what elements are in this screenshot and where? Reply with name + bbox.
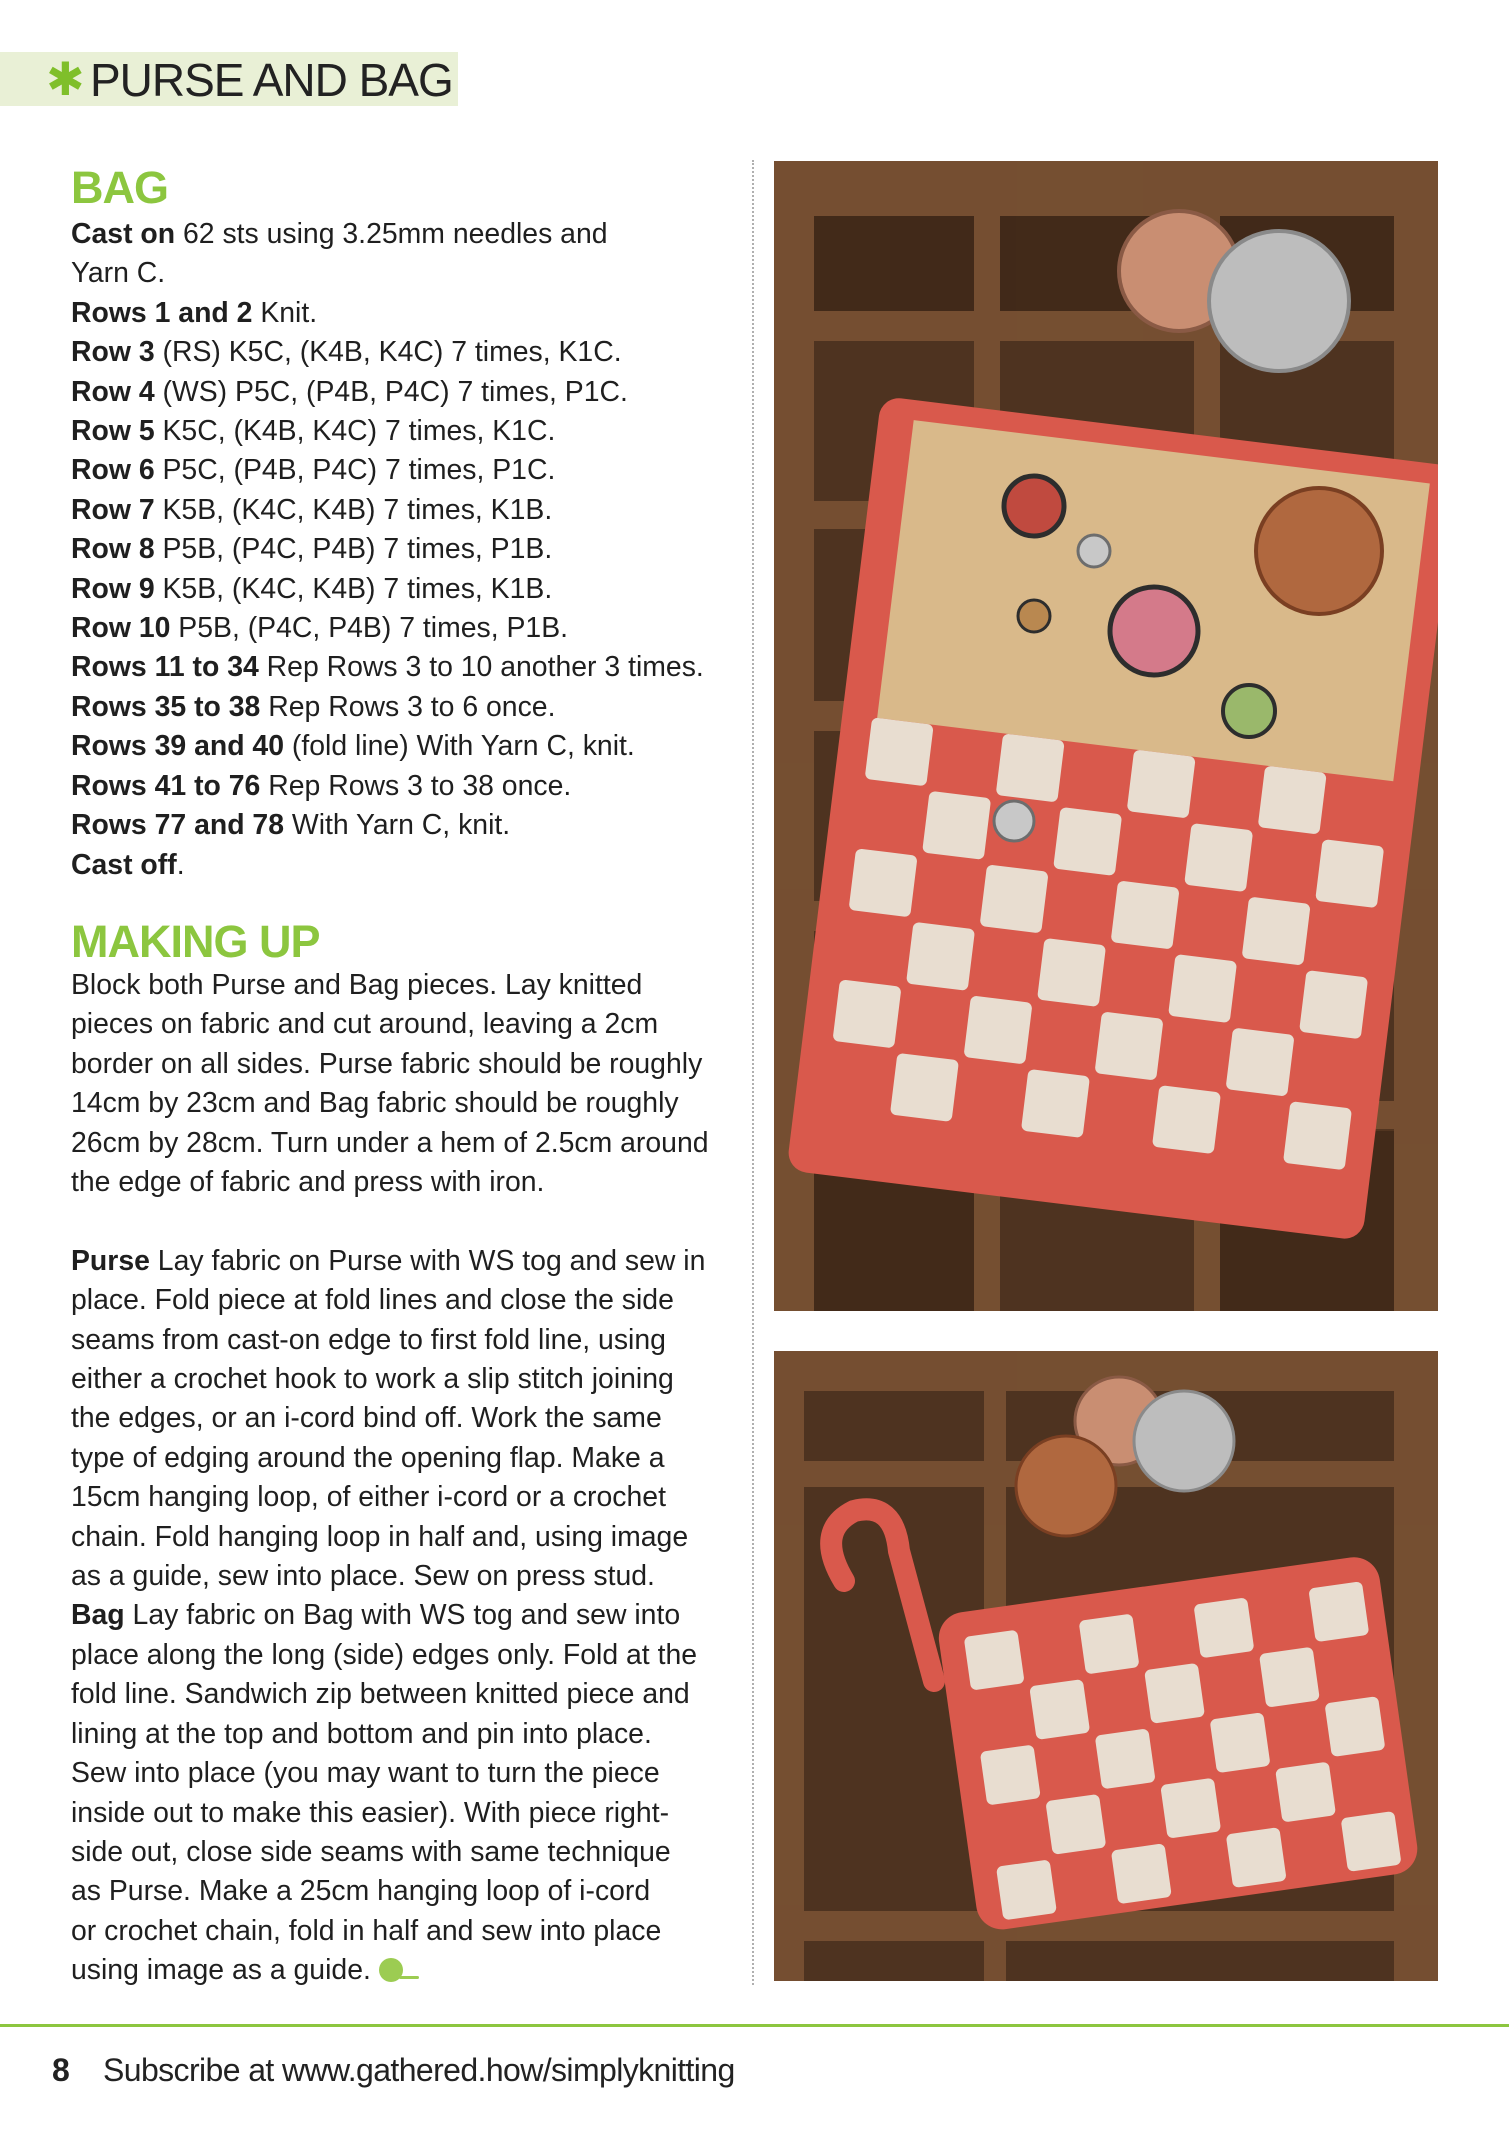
paragraph-line xyxy=(71,1912,751,1951)
paragraph-line xyxy=(71,1399,751,1438)
knit-check xyxy=(980,1744,1041,1805)
paragraph-line xyxy=(71,1360,751,1399)
instruction-line xyxy=(71,333,751,372)
footer-rule xyxy=(0,2024,1509,2027)
paragraph-text: chain. Fold hanging loop in half and, using image xyxy=(71,1520,689,1553)
instruction-text: K5C, (K4B, K4C) 7 times, K1C. xyxy=(154,415,556,448)
instruction-text: P5C, (P4B, P4C) 7 times, P1C. xyxy=(154,454,556,487)
paragraph-text: using image as a guide. xyxy=(71,1954,371,1987)
instruction-text: Yarn C. xyxy=(71,257,166,290)
instruction-text: . xyxy=(176,848,185,881)
knit-check xyxy=(1283,1101,1352,1170)
paragraph-line: pieces on fabric and cut around, leaving a 2cm xyxy=(71,1008,659,1041)
paragraph-line xyxy=(71,1794,751,1833)
instruction-label: Row 5 xyxy=(71,415,155,448)
knit-check xyxy=(1079,1613,1140,1674)
knit-check xyxy=(1029,1679,1090,1740)
column-divider xyxy=(752,160,754,1985)
instruction-text: 62 sts using 3.25mm needles and xyxy=(175,218,608,250)
knit-check xyxy=(1210,1712,1271,1773)
knit-check xyxy=(996,1859,1057,1920)
instruction-line xyxy=(71,373,751,412)
knit-check xyxy=(963,995,1032,1064)
making-up-heading: MAKING UP xyxy=(71,916,320,967)
paragraph-text: the edges, or an i-cord bind off. Work the same xyxy=(71,1402,662,1435)
instruction-text: (WS) P5C, (P4B, P4C) 7 times, P1C. xyxy=(154,375,628,408)
paragraph-line xyxy=(71,1636,751,1675)
knit-check xyxy=(1324,1696,1385,1757)
knit-check xyxy=(865,717,934,786)
paragraph-text: place along the long (side) edges only. Fold at the xyxy=(71,1638,698,1671)
instruction-label: Cast off xyxy=(71,848,177,881)
instruction-text: P5B, (P4C, P4B) 7 times, P1B. xyxy=(170,612,569,645)
paragraph-text: seams from cast-on edge to first fold line, using xyxy=(71,1323,666,1356)
knit-check xyxy=(1299,970,1368,1039)
paragraph-text: or crochet chain, fold in half and sew into place xyxy=(71,1914,662,1947)
instruction-line xyxy=(71,806,751,845)
knit-check xyxy=(1308,1581,1369,1642)
subscribe-footer: Subscribe at www.gathered.how/simplyknitting xyxy=(103,2052,735,2088)
knit-check xyxy=(1193,1597,1254,1658)
instruction-label: Row 10 xyxy=(71,612,171,645)
making-up-instructions xyxy=(71,966,751,1991)
paragraph-line: Block both Purse and Bag pieces. Lay knitted xyxy=(71,969,643,1001)
bag-instructions xyxy=(71,215,751,885)
knit-check xyxy=(832,979,901,1048)
knit-check xyxy=(1226,1827,1287,1888)
paragraph-spacer xyxy=(71,1202,751,1241)
knit-check xyxy=(1315,839,1384,908)
knit-check xyxy=(1258,766,1327,835)
paragraph-line xyxy=(71,1872,751,1911)
instruction-line xyxy=(71,767,751,806)
knit-check xyxy=(1242,897,1311,966)
paragraph-line xyxy=(71,1557,751,1596)
instruction-text: (RS) K5C, (K4B, K4C) 7 times, K1C. xyxy=(154,336,622,369)
instruction-line xyxy=(71,530,751,569)
knit-check xyxy=(1144,1663,1205,1724)
paragraph-line xyxy=(71,1321,751,1360)
instruction-label: Rows 11 to 34 xyxy=(71,651,259,684)
paragraph-text: 15cm hanging loop, of either i-cord or a crochet xyxy=(71,1481,666,1514)
instruction-label: Rows 1 and 2 xyxy=(71,296,253,329)
paragraph-text: as Purse. Make a 25cm hanging loop of i-cord xyxy=(71,1875,651,1908)
paragraph-line xyxy=(71,1596,751,1635)
instruction-line xyxy=(71,648,751,687)
paragraph-line: 26cm by 28cm. Turn under a hem of 2.5cm around xyxy=(71,1126,709,1159)
instruction-line xyxy=(71,412,751,451)
bag-photo xyxy=(774,161,1438,1311)
knit-check xyxy=(1111,880,1180,949)
knit-check xyxy=(1021,1069,1090,1138)
instruction-text: (fold line) With Yarn C, knit. xyxy=(284,730,635,763)
paragraph-line xyxy=(71,1833,751,1872)
instruction-text: Rep Rows 3 to 6 once. xyxy=(260,690,556,723)
knit-check xyxy=(1225,1028,1294,1097)
instruction-label: Rows 39 and 40 xyxy=(71,730,285,763)
instruction-label: Rows 77 and 78 xyxy=(71,809,285,842)
paragraph-text: Sew into place (you may want to turn the piece xyxy=(71,1757,660,1790)
knit-check xyxy=(1168,954,1237,1023)
knit-check xyxy=(1037,938,1106,1007)
instruction-label: Row 6 xyxy=(71,454,155,487)
knit-check xyxy=(1259,1647,1320,1708)
paragraph-text: place. Fold piece at fold lines and close the side xyxy=(71,1284,674,1317)
paragraph-text: either a crochet hook to work a slip stitch joining xyxy=(71,1363,674,1396)
instruction-line xyxy=(71,846,751,885)
instruction-text: Knit. xyxy=(252,296,318,329)
paragraph-label: Bag xyxy=(71,1599,125,1632)
knit-check xyxy=(1184,823,1253,892)
knit-check xyxy=(1152,1085,1221,1154)
knit-check xyxy=(1160,1778,1221,1839)
instruction-line xyxy=(71,451,751,490)
paragraph-label: Purse xyxy=(71,1244,150,1277)
knit-check xyxy=(1341,1811,1402,1872)
paragraph-text: Lay fabric on Purse with WS tog and sew in xyxy=(149,1244,706,1277)
instruction-text: Rep Rows 3 to 38 once. xyxy=(260,769,572,802)
instruction-label: Rows 35 to 38 xyxy=(71,690,261,723)
knit-check xyxy=(849,848,918,917)
instruction-line xyxy=(71,254,751,293)
instruction-line xyxy=(71,727,751,766)
instruction-label: Rows 41 to 76 xyxy=(71,769,261,802)
bag-heading: BAG xyxy=(71,162,168,213)
purse-photo-illustration xyxy=(774,1351,1438,1981)
paragraph-text: as a guide, sew into place. Sew on press stud. xyxy=(71,1560,655,1593)
instruction-label: Cast on xyxy=(71,218,176,250)
knit-check xyxy=(964,1630,1025,1691)
instruction-text: With Yarn C, knit. xyxy=(284,809,511,842)
knit-check xyxy=(1111,1843,1172,1904)
paragraph-line xyxy=(71,1281,751,1320)
knit-check xyxy=(1094,1011,1163,1080)
instruction-line xyxy=(71,570,751,609)
page-title: PURSE AND BAG xyxy=(90,54,453,106)
paragraph-text: inside out to make this easier). With piece right- xyxy=(71,1796,670,1829)
knit-check xyxy=(1127,749,1196,818)
paragraph-text: fold line. Sandwich zip between knitted piece and xyxy=(71,1678,690,1711)
knit-check xyxy=(906,922,975,991)
instruction-label: Row 9 xyxy=(71,572,155,605)
knit-check xyxy=(1053,807,1122,876)
asterisk-icon: ✱ xyxy=(46,53,85,105)
instruction-label: Row 8 xyxy=(71,533,155,566)
instruction-text: P5B, (P4C, P4B) 7 times, P1B. xyxy=(154,533,553,566)
instruction-line xyxy=(71,609,751,648)
instruction-line xyxy=(71,294,751,333)
yarn-ball-icon xyxy=(379,1958,403,1982)
paragraph-line: 14cm by 23cm and Bag fabric should be roughly xyxy=(71,1087,679,1120)
paragraph-text: lining at the top and bottom and pin into place. xyxy=(71,1717,652,1750)
paragraph-line xyxy=(71,1478,751,1517)
instruction-line xyxy=(71,688,751,727)
knit-check xyxy=(1275,1762,1336,1823)
instruction-text: K5B, (K4C, K4B) 7 times, K1B. xyxy=(154,572,553,605)
instruction-text: Rep Rows 3 to 10 another 3 times. xyxy=(258,651,704,684)
paragraph-line xyxy=(71,1951,751,1990)
paragraph-line xyxy=(71,1439,751,1478)
paragraph-line: the edge of fabric and press with iron. xyxy=(71,1166,545,1199)
knit-check xyxy=(1095,1728,1156,1789)
knit-check xyxy=(980,864,1049,933)
bag-photo-illustration xyxy=(774,161,1438,1311)
instruction-text: K5B, (K4C, K4B) 7 times, K1B. xyxy=(154,493,553,526)
paragraph-line xyxy=(71,1754,751,1793)
paragraph-text: type of edging around the opening flap. Make a xyxy=(71,1441,665,1474)
paragraph-line xyxy=(71,1518,751,1557)
knit-check xyxy=(890,1053,959,1122)
instruction-label: Row 3 xyxy=(71,336,155,369)
instruction-line xyxy=(71,215,751,254)
instruction-line xyxy=(71,491,751,530)
knit-check xyxy=(996,733,1065,802)
paragraph-line xyxy=(71,1242,751,1281)
page-number: 8 xyxy=(52,2052,70,2088)
paragraph-text: Lay fabric on Bag with WS tog and sew into xyxy=(124,1599,681,1632)
instruction-label: Row 4 xyxy=(71,375,155,408)
instruction-label: Row 7 xyxy=(71,493,155,526)
paragraph-text: side out, close side seams with same technique xyxy=(71,1835,671,1868)
paragraph-line: border on all sides. Purse fabric should be roughly xyxy=(71,1047,703,1080)
paragraph-line xyxy=(71,1675,751,1714)
knit-check xyxy=(1045,1794,1106,1855)
paragraph-line xyxy=(71,1715,751,1754)
purse-photo xyxy=(774,1351,1438,1981)
knit-check xyxy=(922,791,991,860)
